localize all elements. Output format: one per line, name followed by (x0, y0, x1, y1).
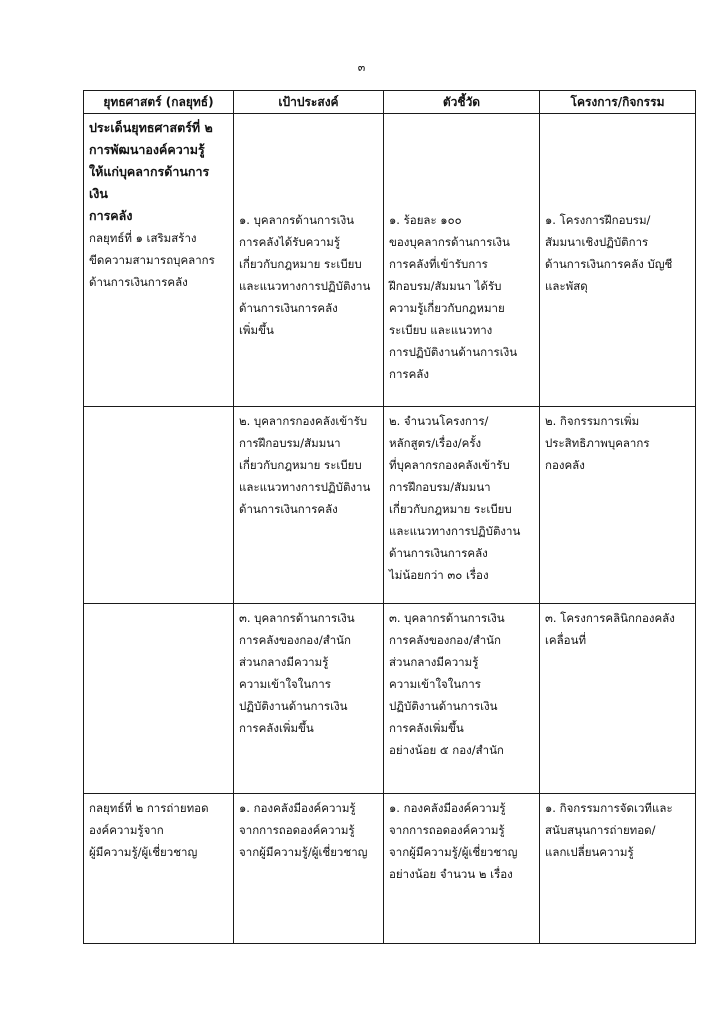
project-text: ๒. กิจกรรมการเพิ่ม ประสิทธิภาพบุคลากร กองคลัง (545, 414, 650, 472)
table-row (84, 407, 696, 604)
goal-text: ๓. บุคลากรด้านการเงิน การคลังของกอง/สำนัก ส่วนกลางมีความรู้ ความเข้าใจในการ ปฏิบัติงานด้านการเงิน การคลังเพิ่มขึ้น (239, 611, 355, 735)
project-cell (540, 604, 696, 794)
goal-cell (234, 604, 384, 794)
strategy-text: กลยุทธ์ที่ ๒ การถ่ายทอด องค์ความรู้จาก ผู้มีความรู้/ผู้เชี่ยวชาญ (89, 801, 209, 859)
table-row (84, 604, 696, 794)
header-project: โครงการ/กิจกรรม (540, 91, 696, 114)
header-strategy: ยุทธศาสตร์ (กลยุทธ์) (84, 91, 234, 114)
table-header-row (84, 91, 696, 114)
project-cell (540, 407, 696, 604)
strategy-cell (84, 794, 234, 944)
strategic-issue-title: ประเด็นยุทธศาสตร์ที่ ๒ การพัฒนาองค์ความรู้ ให้แก่บุคลากรด้านการเงิน การคลัง (89, 120, 213, 223)
indicator-cell (384, 114, 540, 407)
indicator-text: ๒. จำนวนโครงการ/ หลักสูตร/เรื่อง/ครั้ง ที่บุคลากรกองคลังเข้ารับ การฝึกอบรม/สัมมนา เกี่ยวกับกฎหมาย ระเบียบ และแนวทางการปฏิบัติงาน ด้านการเงินการคลัง ไม่น้อยกว่า ๓๐ เรื่อง (389, 414, 521, 582)
goal-cell (234, 407, 384, 604)
header-goal: เป้าประสงค์ (234, 91, 384, 114)
table-row (84, 114, 696, 407)
project-text: ๓. โครงการคลินิกกองคลัง เคลื่อนที่ (545, 611, 675, 647)
strategy-cell (84, 604, 234, 794)
strategy-text: กลยุทธ์ที่ ๑ เสริมสร้าง ขีดความสามารถบุคลากร ด้านการเงินการคลัง (89, 231, 215, 289)
indicator-cell (384, 604, 540, 794)
project-cell (540, 114, 696, 407)
project-text: ๑. โครงการฝึกอบรม/ สัมมนาเชิงปฏิบัติการ ด้านการเงินการคลัง บัญชี และพัสดุ (545, 213, 673, 293)
goal-cell (234, 794, 384, 944)
indicator-text: ๓. บุคลากรด้านการเงิน การคลังของกอง/สำนัก ส่วนกลางมีความรู้ ความเข้าใจในการ ปฏิบัติงานด้านการเงิน การคลังเพิ่มขึ้น อย่างน้อย ๕ กอง/สำนัก (389, 611, 505, 757)
goal-text: ๒. บุคลากรกองคลังเข้ารับ การฝึกอบรม/สัมมนา เกี่ยวกับกฎหมาย ระเบียบ และแนวทางการปฏิบัติงาน ด้านการเงินการคลัง (239, 414, 371, 516)
indicator-text: ๑. กองคลังมีองค์ความรู้ จากการถอดองค์ความรู้ จากผู้มีความรู้/ผู้เชี่ยวชาญ อย่างน้อย จำนวน ๒ เรื่อง (389, 801, 518, 881)
project-text: ๑. กิจกรรมการจัดเวทีและ สนับสนุนการถ่ายทอด/ แลกเปลี่ยนความรู้ (545, 801, 673, 859)
table-row (84, 794, 696, 944)
goal-text: ๑. กองคลังมีองค์ความรู้ จากการถอดองค์ความรู้ จากผู้มีความรู้/ผู้เชี่ยวชาญ (239, 801, 368, 859)
indicator-text: ๑. ร้อยละ ๑๐๐ ของบุคลากรด้านการเงิน การคลังที่เข้ารับการ ฝึกอบรม/สัมมนา ได้รับ ความรู้เกี่ยวกับกฎหมาย ระเบียบ และแนวทาง การปฏิบัติงานด้านการเงิน การคลัง (389, 213, 518, 381)
header-indicator: ตัวชี้วัด (384, 91, 540, 114)
strategy-table (83, 90, 696, 944)
page-number: ๓ (357, 61, 367, 74)
indicator-cell (384, 407, 540, 604)
indicator-cell (384, 794, 540, 944)
strategy-cell (84, 114, 234, 407)
strategy-cell (84, 407, 234, 604)
project-cell (540, 794, 696, 944)
goal-text: ๑. บุคลากรด้านการเงิน การคลังได้รับความรู้ เกี่ยวกับกฎหมาย ระเบียบ และแนวทางการปฏิบัติงาน ด้านการเงินการคลัง เพิ่มขึ้น (239, 213, 371, 337)
goal-cell (234, 114, 384, 407)
